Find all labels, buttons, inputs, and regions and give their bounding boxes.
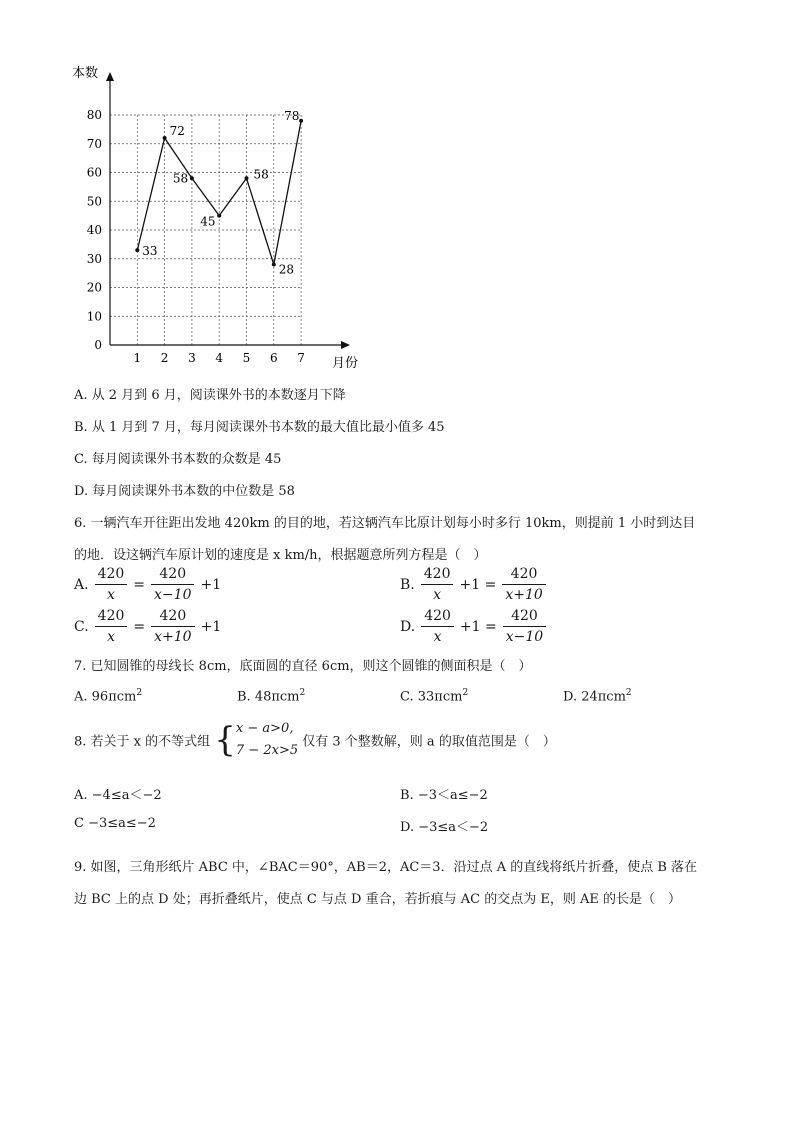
option-text: D. 24πcm <box>563 689 626 705</box>
numerator: 420 <box>151 606 194 627</box>
denominator: x <box>433 587 442 603</box>
inequality-1: x − a>0, <box>235 721 294 736</box>
y-tick-label: 60 <box>86 165 102 180</box>
numerator: 420 <box>503 606 546 627</box>
numerator: 420 <box>421 606 454 627</box>
data-point <box>272 263 276 267</box>
denominator: x <box>107 629 115 645</box>
q5-option-c: C. 每月阅读课外书本数的众数是 45 <box>74 452 282 467</box>
q6-stem-line2: 的地．设这辆汽车原计划的速度是 x km/h，根据题意所列方程是（ ） <box>74 548 487 563</box>
q6-option-a <box>74 564 221 605</box>
numerator: 420 <box>502 564 545 585</box>
q7-stem: 7. 已知圆锥的母线长 8cm，底面圆的直径 6cm，则这个圆锥的侧面积是（ ） <box>74 659 532 674</box>
data-point <box>245 176 249 180</box>
data-point <box>190 176 194 180</box>
superscript: 2 <box>136 688 143 698</box>
data-label: 28 <box>278 262 295 277</box>
x-axis-arrow-icon <box>341 341 350 349</box>
denominator: x+10 <box>505 587 543 603</box>
line-chart <box>60 58 380 378</box>
option-text: B. 48πcm <box>237 689 300 705</box>
chart-ticks <box>87 108 305 365</box>
q7-option-c <box>400 688 468 704</box>
q5-option-d: D. 每月阅读课外书本数的中位数是 58 <box>74 484 295 499</box>
x-tick-label: 3 <box>188 351 196 365</box>
fraction <box>151 606 194 647</box>
y-tick-label: 30 <box>86 251 102 266</box>
equals-sign: = <box>133 618 146 635</box>
q7-option-d <box>563 688 632 704</box>
q8-option-a: A. −4≤a＜−2 <box>74 788 162 803</box>
x-tick-label: 4 <box>215 351 224 365</box>
y-tick-label: 80 <box>86 108 102 122</box>
q9-stem-line2: 边 BC 上的点 D 处；再折叠纸片，使点 C 与点 D 重合，若折痕与 AC 的交点为 E，则 AE 的长是（ ） <box>74 892 681 907</box>
y-tick-label: 40 <box>86 223 102 237</box>
option-label: D. <box>400 618 416 635</box>
q5-option-a: A. 从 2 月到 6 月，阅读课外书的本数逐月下降 <box>74 388 346 403</box>
equation-tail: +1 <box>200 618 222 635</box>
q8-stem-pre: 8. 若关于 x 的不等式组 <box>74 734 211 750</box>
data-label: 78 <box>284 108 300 123</box>
x-tick-label: 5 <box>242 351 251 365</box>
denominator: x−10 <box>154 587 192 603</box>
x-tick-label: 2 <box>160 351 169 365</box>
data-point <box>163 136 167 140</box>
q7-option-b <box>237 688 305 704</box>
option-text: C. 33πcm <box>400 689 463 705</box>
denominator: x+10 <box>154 629 192 645</box>
fraction <box>421 606 454 647</box>
q5-option-b: B. 从 1 月到 7 月，每月阅读课外书本数的最大值比最小值多 45 <box>74 420 445 435</box>
y-axis-label: 本数 <box>72 66 99 81</box>
fraction <box>95 564 128 605</box>
x-tick-label: 1 <box>133 351 142 365</box>
denominator: x <box>433 629 442 645</box>
data-label: 45 <box>200 214 216 229</box>
option-label: A. <box>74 576 89 593</box>
fraction <box>502 564 545 605</box>
fraction <box>95 606 128 647</box>
denominator: x <box>106 587 115 603</box>
numerator: 420 <box>151 564 194 585</box>
inequality-2: 7 − 2x>5 <box>235 743 299 758</box>
y-tick-label: 20 <box>86 280 102 295</box>
data-point <box>217 214 221 218</box>
equation-tail: +1 <box>200 576 222 593</box>
data-point <box>299 119 303 123</box>
chart-grid <box>110 115 301 345</box>
y-tick-label: 50 <box>86 194 102 209</box>
equation-middle: +1 = <box>459 618 497 635</box>
superscript: 2 <box>299 688 306 698</box>
left-brace-icon: { <box>214 720 236 760</box>
fraction <box>151 564 194 605</box>
x-tick-label: 6 <box>269 351 278 365</box>
data-label: 33 <box>142 244 158 259</box>
equation-middle: +1 = <box>459 576 497 593</box>
numerator: 420 <box>95 564 128 585</box>
q8-option-c: C −3≤a≤−2 <box>74 816 156 831</box>
q9-stem-line1: 9. 如图，三角形纸片 ABC 中，∠BAC＝90°，AB＝2，AC＝3．沿过点 A 的直线将纸片折叠，使点 B 落在 <box>74 860 698 875</box>
option-label: C. <box>74 618 89 635</box>
q6-option-d <box>400 606 546 647</box>
superscript: 2 <box>462 688 469 698</box>
chart-axes <box>106 72 350 349</box>
superscript: 2 <box>625 688 632 698</box>
y-tick-label: 70 <box>86 136 102 151</box>
option-text: A. 96πcm <box>74 689 137 705</box>
fraction <box>503 606 546 647</box>
q7-option-a <box>74 688 142 704</box>
q8-stem-post: 仅有 3 个整数解，则 a 的取值范围是（ ） <box>302 734 556 750</box>
numerator: 420 <box>421 564 454 585</box>
q8-option-b: B. −3＜a≤−2 <box>400 788 488 803</box>
inequality-system <box>236 718 298 762</box>
y-tick-label: 10 <box>86 309 102 324</box>
y-tick-label: 0 <box>94 338 102 352</box>
denominator: x−10 <box>505 629 544 645</box>
fraction <box>421 564 454 605</box>
data-label: 72 <box>169 124 185 138</box>
q8-stem <box>74 718 556 762</box>
data-point <box>135 248 139 252</box>
data-label: 58 <box>172 171 189 186</box>
data-label: 58 <box>253 167 269 182</box>
q8-option-d: D. −3≤a＜−2 <box>400 820 489 835</box>
q6-option-b <box>400 564 546 605</box>
equals-sign: = <box>133 576 146 593</box>
q6-stem-line1: 6. 一辆汽车开往距出发地 420km 的目的地，若这辆汽车比原计划每小时多行 10km，则提前 1 小时到达目 <box>74 516 696 531</box>
option-label: B. <box>400 576 415 593</box>
x-tick-label: 7 <box>297 351 305 365</box>
q6-option-c <box>74 606 221 647</box>
x-axis-label: 月份 <box>332 356 359 371</box>
numerator: 420 <box>95 606 128 627</box>
y-axis-arrow-icon <box>106 72 114 81</box>
